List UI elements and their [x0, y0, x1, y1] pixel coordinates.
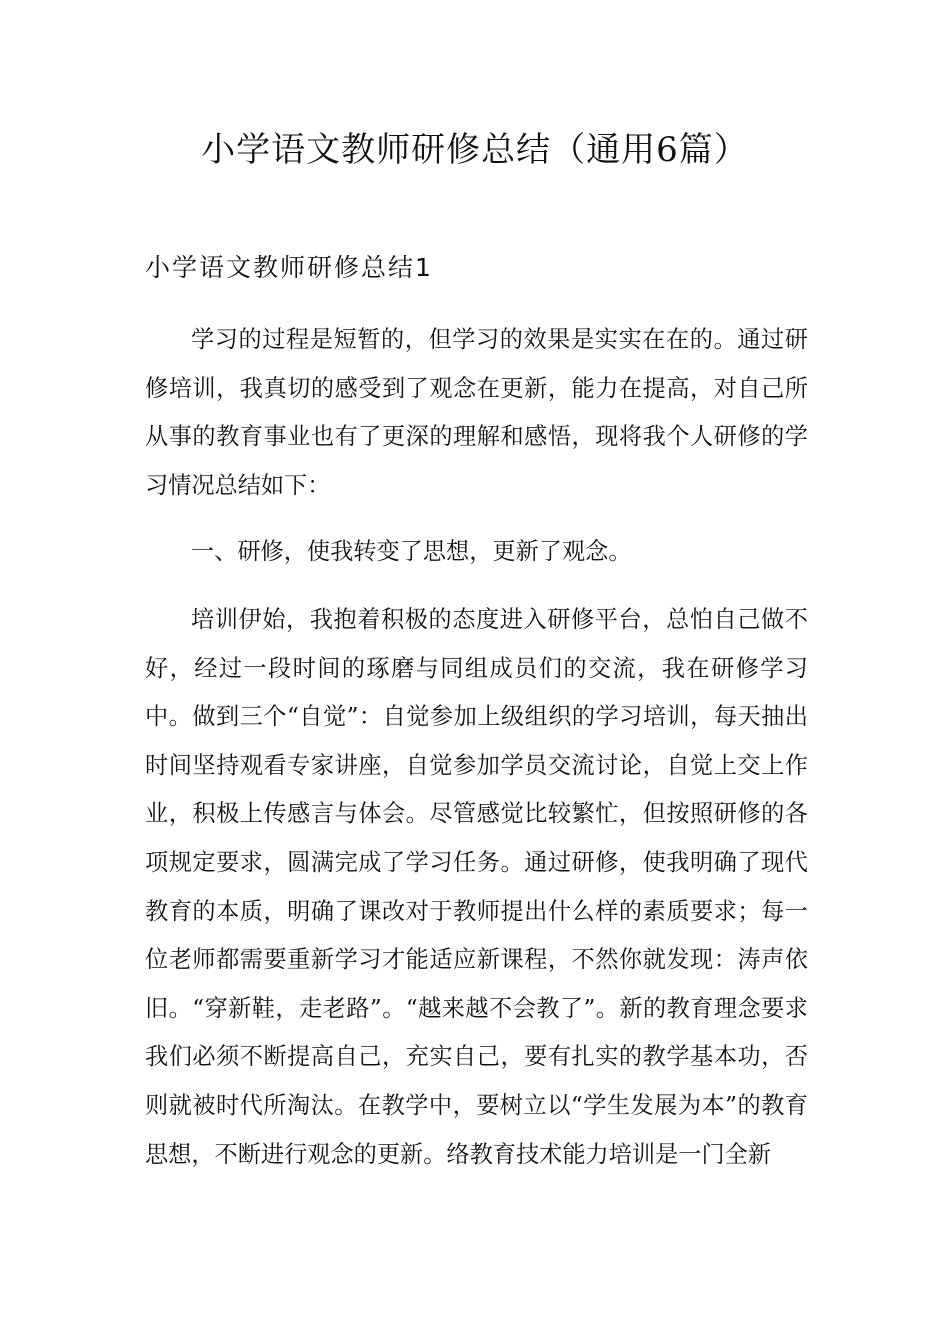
subheading-paragraph: 一、研修，使我转变了思想，更新了观念。 [191, 538, 632, 565]
section-heading: 小学语文教师研修总结1 [145, 253, 433, 282]
body-paragraph: 培训伊始，我抱着积极的态度进入研修平台，总怕自己做不好，经过一段时间的琢磨与同组成员们的交流，我在研修学习中。做到三个“自觉”：自觉参加上级组织的学习培训，每天抽出时间坚持观看专家讲座，自觉参加学员交流讨论，自觉上交上作业，积极上传感言与体会。尽管感觉比较繁忙，但按照研修的各项规定要求，圆满完成了学习任务。通过研修，使我明确了现代教育的本质，明确了课改对于教师提出什么样的素质要求；每一位老师都需要重新学习才能适应新课程，不然你就发现：涛声依旧。“穿新鞋，走老路”。“越来越不会教了”。新的教育理念要求我们必须不断提高自己，充实自己，要有扎实的教学基本功，否则就被时代所淘汰。在教学中，要树立以“学生发展为本”的教育思想，不断进行观念的更新。络教育技术能力培训是一门全新 [145, 606, 808, 1168]
document-title: 小学语文教师研修总结（通用6篇） [201, 130, 749, 170]
body-paragraph: 学习的过程是短暂的，但学习的效果是实实在在的。通过研修培训，我真切的感受到了观念在更新，能力在提高，对自己所从事的教育事业也有了更深的理解和感悟，现将我个人研修的学习情况总结如下： [145, 326, 808, 499]
